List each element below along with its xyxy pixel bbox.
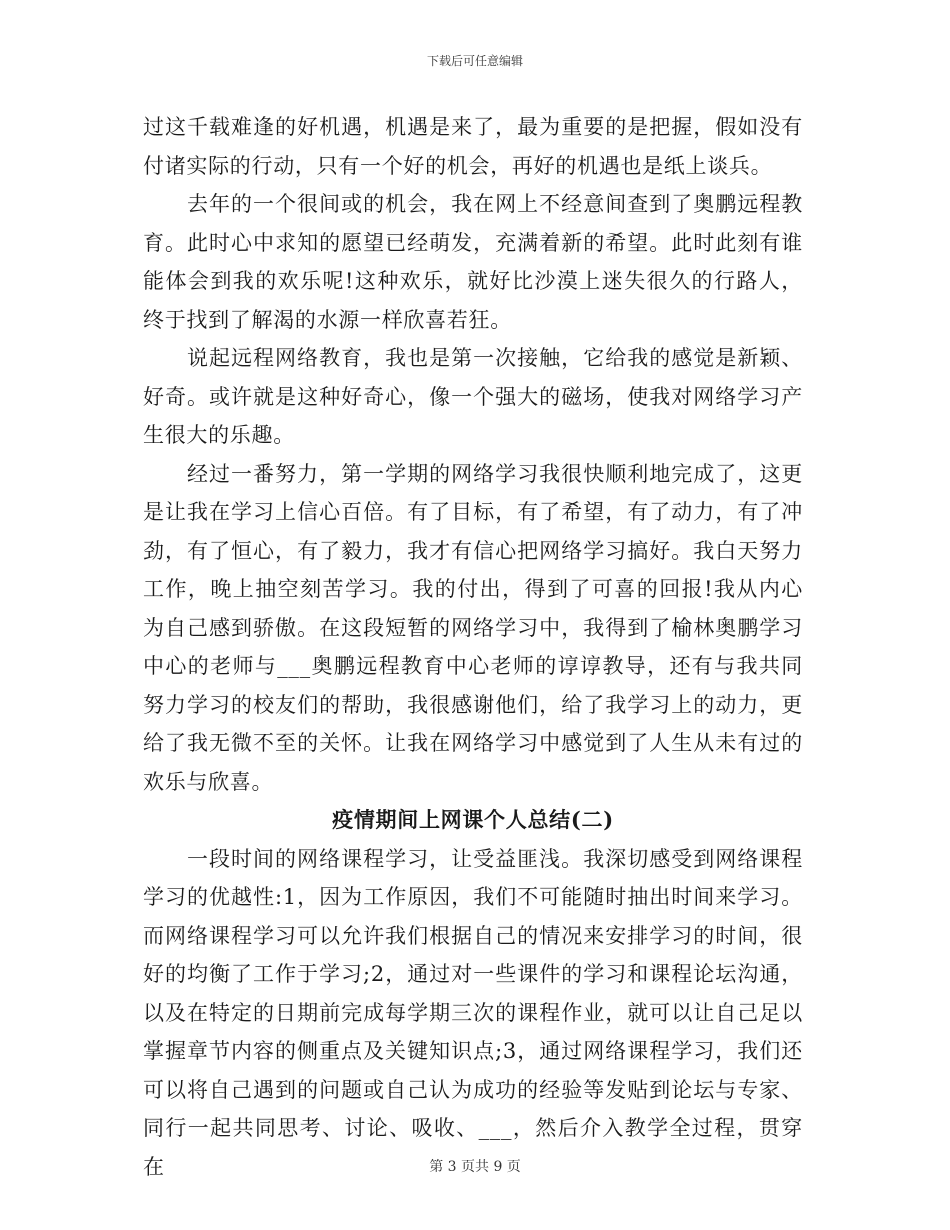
document-body	[143, 108, 803, 1186]
paragraph: 一段时间的网络课程学习，让受益匪浅。我深切感受到网络课程学习的优越性:1，因为工作原因，我们不可能随时抽出时间来学习。而网络课程学习可以允许我们根据自己的情况来安排学习的时间，很好的均衡了工作于学习;2，通过对一些课件的学习和课程论坛沟通，以及在特定的日期前完成每学期三次的课程作业，就可以让自己足以掌握章节内容的侧重点及关键知识点;3，通过网络课程学习，我们还可以将自己遇到的问题或自己认为成功的经验等发贴到论坛与专家、同行一起共同思考、讨论、吸收、___，然后介入教学全过程，贯穿在	[143, 846, 803, 1179]
paragraph: 去年的一个很间或的机会，我在网上不经意间查到了奥鹏远程教育。此时心中求知的愿望已经萌发，充满着新的希望。此时此刻有谁能体会到我的欢乐呢!这种欢乐，就好比沙漠上迷失很久的行路人，终于找到了解渴的水源一样欣喜若狂。	[143, 192, 803, 332]
page-header: 下载后可任意编辑	[426, 54, 523, 68]
paragraph-continuation: 过这千载难逢的好机遇，机遇是来了，最为重要的是把握，假如没有付诸实际的行动，只有一个好的机会，再好的机遇也是纸上谈兵。	[143, 115, 803, 178]
paragraph: 经过一番努力，第一学期的网络学习我很快顺利地完成了，这更是让我在学习上信心百倍。有了目标，有了希望，有了动力，有了冲劲，有了恒心，有了毅力，我才有信心把网络学习搞好。我白天努力工作，晚上抽空刻苦学习。我的付出，得到了可喜的回报!我从内心为自己感到骄傲。在这段短暂的网络学习中，我得到了榆林奥鹏学习中心的老师与___奥鹏远程教育中心老师的谆谆教导，还有与我共同努力学习的校友们的帮助，我很感谢他们，给了我学习上的动力，更给了我无微不至的关怀。让我在网络学习中感觉到了人生从未有过的欢乐与欣喜。	[143, 461, 803, 794]
paragraph: 说起远程网络教育，我也是第一次接触，它给我的感觉是新颖、好奇。或许就是这种好奇心，像一个强大的磁场，使我对网络学习产生很大的乐趣。	[143, 346, 803, 447]
section-heading: 疫情期间上网课个人总结(二)	[332, 807, 614, 832]
page-number-footer: 第 3 页共 9 页	[429, 1159, 521, 1175]
